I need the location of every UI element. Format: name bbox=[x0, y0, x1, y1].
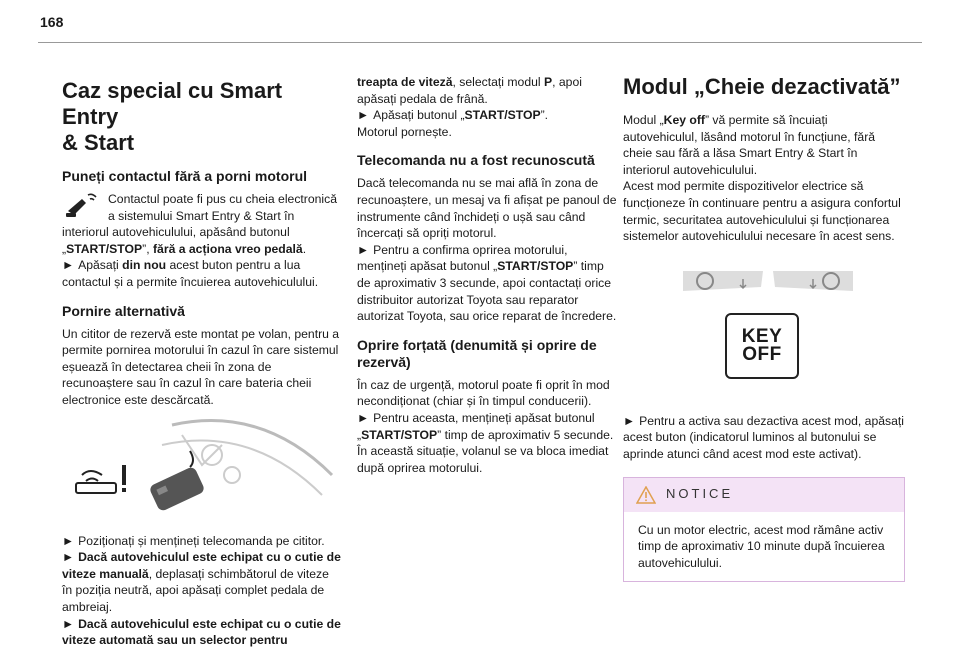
paragraph: Contactul poate fi pus cu cheia electronică a sistemului Smart Entry & Start în interiorul autovehiculului, apăsând butonul „START/STOP”, fără a acționa vreo pedală. bbox=[62, 192, 337, 256]
steering-wheel-reader-illustration bbox=[62, 415, 342, 525]
steering-wheel-icon bbox=[62, 415, 342, 525]
warning-icon bbox=[636, 486, 656, 504]
notice-box bbox=[623, 477, 905, 583]
notice-header bbox=[624, 478, 904, 512]
paragraph: ► Dacă autovehiculul este echipat cu o cutie de viteze automată sau un selector pentru bbox=[62, 616, 341, 648]
paragraph: treapta de viteză, selectați modul P, apoi apăsați pedala de frână. bbox=[357, 75, 582, 106]
heading-no-start: Puneți contactul fără a porni motorul bbox=[62, 168, 308, 184]
dashboard-illustration bbox=[623, 257, 905, 407]
header-rule bbox=[38, 42, 922, 43]
paragraph: Modul „Key off” vă permite să încuiați autovehiculul, lăsând motorul în funcțiune, fără cheie sau fără a lăsa Smart Entry & Start în interiorul autovehiculului. bbox=[623, 113, 876, 177]
paragraph: ► Apăsați butonul „START/STOP”. bbox=[357, 108, 549, 123]
paragraph: Motorul pornește. bbox=[357, 124, 452, 139]
notice-title: NOTICE bbox=[666, 486, 734, 502]
paragraph: ► Poziționați și mențineți telecomanda pe cititor. bbox=[62, 533, 325, 548]
paragraph: Acest mod permite dispozitivelor electrice să funcționeze în continuare pentru a asigura confortul termic, securitatea autovehiculului și funcționarea sistemelor autovehiculului necesare în acest sens. bbox=[623, 179, 901, 244]
column-3 bbox=[623, 56, 905, 582]
heading-remote-not-recognized: Telecomanda nu a fost recunoscută bbox=[357, 152, 595, 169]
section-title-key-off: Modul „Cheie dezactivată” bbox=[623, 74, 901, 99]
paragraph: Un cititor de rezervă este montat pe volan, pentru a permite pornirea motorului în cazul în care sistemul eșuează în detectarea cheii în zona de recunoaștere sau în cazul în care bateria cheii electronice este descărcată. bbox=[62, 326, 340, 407]
section-title: Caz special cu Smart Entry & Start bbox=[62, 78, 283, 155]
paragraph: În această situație, volanul se va bloca imediat după oprirea motorului. bbox=[357, 444, 609, 475]
paragraph: ► Apăsați din nou acest buton pentru a lua contactul și a permite încuierea autovehiculului. bbox=[62, 258, 319, 289]
dashboard-icon bbox=[623, 257, 905, 307]
key-fob-icon bbox=[62, 191, 102, 221]
heading-forced-stop: Oprire forțată (denumită și oprire de rezervă) bbox=[357, 336, 597, 370]
heading-alt-start: Pornire alternativă bbox=[62, 302, 185, 319]
paragraph: ► Pentru a confirma oprirea motorului, mențineți apăsat butonul „START/STOP” timp de aproximativ 3 secunde, apoi contactați orice distribuitor autorizat Toyota sau reparator autorizat Toyota, sau orice reparat de încredere. bbox=[357, 242, 617, 324]
page-number: 168 bbox=[40, 14, 64, 30]
key-off-button: KEY OFF bbox=[725, 313, 799, 379]
notice-text: Cu un motor electric, acest mod rămâne activ timp de aproximativ 10 minute după încuierea autovehiculului. bbox=[638, 522, 885, 570]
paragraph: ► Dacă autovehiculul este echipat cu o cutie de viteze manuală, deplasați schimbătorul de viteze în poziția neutră, apoi apăsați complet pedala de ambreiaj. bbox=[62, 550, 341, 614]
paragraph: În caz de urgență, motorul poate fi oprit în mod necondiționat (chiar și în timpul conducerii). bbox=[357, 377, 610, 409]
paragraph: ► Pentru a activa sau dezactiva acest mod, apăsați acest buton (indicatorul luminos al butonului se aprinde atunci când acest mod este activat). bbox=[623, 413, 904, 461]
paragraph: Dacă telecomanda nu se mai află în zona de recunoaștere, un mesaj va fi afișat pe panoul de instrumente când închideți o ușă sau când încercați să opriți motorul. bbox=[357, 176, 617, 241]
paragraph: ► Pentru aceasta, mențineți apăsat butonul „START/STOP” timp de aproximativ 5 secunde. bbox=[357, 410, 614, 442]
column-2 bbox=[357, 74, 619, 476]
column-1 bbox=[62, 56, 342, 649]
